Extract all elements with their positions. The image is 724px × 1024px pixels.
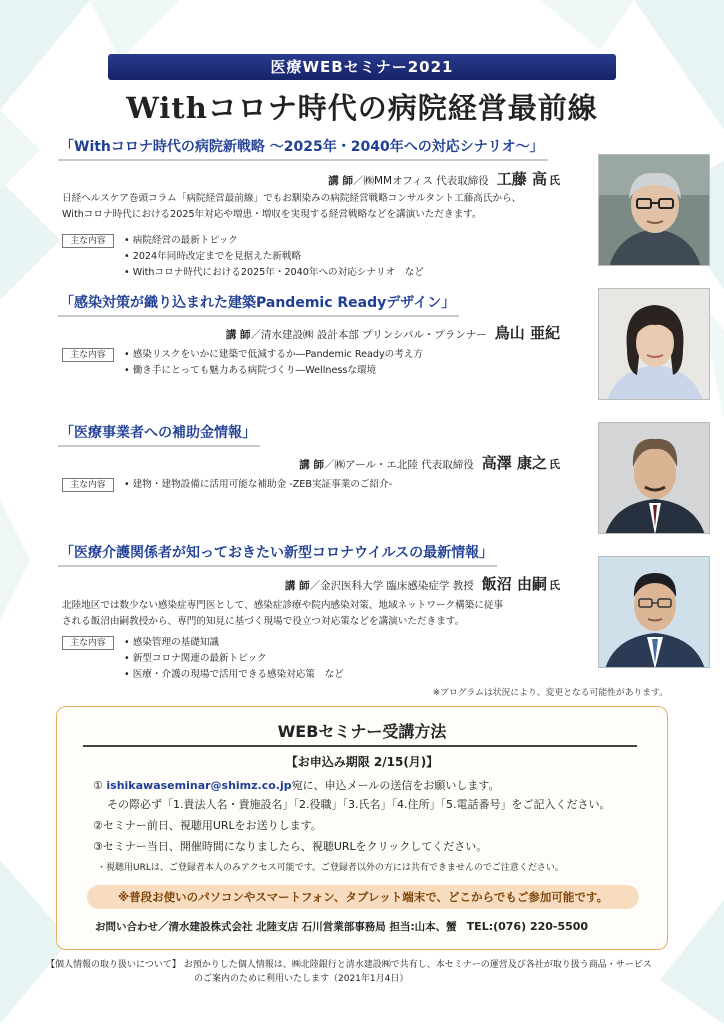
contact-text: お問い合わせ／清水建設株式会社 北陸支店 石川営業部事務局 担当:山本、蟹 bbox=[95, 921, 457, 933]
participation-highlight: ※普段お使いのパソコンやスマートフォン、タブレット端末で、どこからでもご参加可能です。 bbox=[87, 885, 639, 909]
speaker-4-photo bbox=[598, 556, 710, 668]
session-3-bullets bbox=[124, 477, 392, 493]
application-deadline: 【お申込み期限 2/15(月)】 bbox=[285, 755, 439, 769]
divider bbox=[83, 745, 637, 747]
session-1-title: 「Withコロナ時代の病院新戦略 ～2025年・2040年への対応シナリオ～」 bbox=[58, 136, 548, 159]
program-note: ※プログラムは状況により、変更となる可能性があります。 bbox=[432, 688, 668, 698]
url-note: ・視聴用URLは、ご登録者本人のみアクセス可能です。ご登録者以外の方には共有できませんのでご注意ください。 bbox=[97, 863, 564, 873]
session-1-lecturer bbox=[328, 168, 560, 189]
session-1-bullets bbox=[124, 233, 424, 281]
session-1-tag: 主な内容 bbox=[62, 234, 114, 248]
lecturer-label: 講 師 bbox=[328, 175, 353, 187]
contact-info bbox=[95, 919, 588, 934]
lecturer-honorific: 氏 bbox=[549, 174, 560, 187]
speaker-2-photo bbox=[598, 288, 710, 400]
lecturer-name: 鳥山 亜紀 bbox=[494, 324, 560, 342]
step-3: ③セミナー当日、開催時間になりましたら、視聴URLをクリックしてください。 bbox=[93, 840, 488, 853]
lecturer-name: 工藤 高 bbox=[496, 170, 547, 188]
privacy-notice bbox=[46, 958, 678, 986]
list-item: • 2024年同時改定までを見据えた新戦略 bbox=[124, 249, 424, 265]
privacy-label: 【個人情報の取り扱いについて】 bbox=[46, 960, 181, 970]
description-line: される飯沼由嗣教授から、専門的知見に基づく現場で役立つ対応策などを講演いただきます。 bbox=[62, 616, 465, 627]
session-4-title: 「医療介護関係者が知っておきたい新型コロナウイルスの最新情報」 bbox=[58, 542, 497, 565]
session-3-tag: 主な内容 bbox=[62, 478, 114, 492]
session-4-description bbox=[62, 598, 592, 630]
lecturer-org: ／清水建設㈱ 設計本部 プリンシパル・プランナー bbox=[250, 329, 487, 341]
list-item: • 建物・建物設備に活用可能な補助金 -ZEB実証事業のご紹介- bbox=[124, 477, 392, 493]
list-item: • 感染管理の基礎知識 bbox=[124, 635, 344, 651]
lecturer-name: 高澤 康之 bbox=[481, 454, 547, 472]
lecturer-label: 講 師 bbox=[225, 329, 251, 341]
lecturer-org: ／金沢医科大学 臨床感染症学 教授 bbox=[309, 580, 474, 592]
list-item: • Withコロナ時代における2025年・2040年への対応シナリオ など bbox=[124, 265, 424, 281]
step-1-text: 宛に、申込メールの送信をお願いします。 bbox=[291, 779, 500, 792]
session-4-lecturer bbox=[285, 573, 560, 594]
lecturer-org: ／㈱アール・エ北陸 代表取締役 bbox=[323, 459, 474, 471]
lecturer-name: 飯沼 由嗣 bbox=[481, 575, 547, 593]
description-line: Withコロナ時代における2025年対応や増患・増収を実現する経営戦略などを講演いただきます。 bbox=[62, 209, 482, 220]
session-2-bullets bbox=[124, 347, 423, 379]
lecturer-label: 講 師 bbox=[284, 580, 310, 592]
seminar-banner: 医療WEBセミナー2021 bbox=[108, 54, 616, 80]
session-3-title: 「医療事業者への補助金情報」 bbox=[58, 422, 260, 445]
step-1-detail: その際必ず「1.貴法人名・貴施設名」「2.役職」「3.氏名」「4.住所」「5.電話番号」をご記入ください。 bbox=[107, 798, 611, 811]
session-2-tag: 主な内容 bbox=[62, 348, 114, 362]
step-1 bbox=[93, 777, 500, 793]
speaker-3-photo bbox=[598, 422, 710, 534]
session-2-title: 「感染対策が織り込まれた建築Pandemic Readyデザイン」 bbox=[58, 292, 459, 315]
list-item: • 働き手にとっても魅力ある病院づくり―Wellnessな環境 bbox=[124, 363, 423, 379]
contact-phone: TEL:(076) 220-5500 bbox=[466, 920, 589, 933]
session-2-lecturer bbox=[226, 322, 560, 343]
privacy-line-2: のご案内のために利用いたします（2021年1月4日） bbox=[194, 974, 409, 984]
lecturer-label: 講 師 bbox=[299, 459, 324, 471]
privacy-line-1: お預かりした個人情報は、㈱北陸銀行と清水建設㈱で共有し、本セミナーの運営及び各社が取り扱う商品・サービス bbox=[183, 960, 652, 970]
session-4-bullets bbox=[124, 635, 344, 683]
web-seminar-title: WEBセミナー受講方法 bbox=[277, 722, 447, 741]
description-line: 北陸地区では数少ない感染症専門医として、感染症診療や院内感染対策、地域ネットワーク構築に従事 bbox=[62, 600, 504, 611]
web-seminar-box bbox=[56, 706, 668, 950]
session-4-tag: 主な内容 bbox=[62, 636, 114, 650]
session-3-lecturer bbox=[299, 452, 560, 473]
list-item: • 感染リスクをいかに建築で低減するか―Pandemic Readyの考え方 bbox=[124, 347, 423, 363]
description-line: 日経ヘルスケア巻頭コラム「病院経営最前線」でもお馴染みの病院経営戦略コンサルタント工藤高氏から、 bbox=[62, 193, 522, 204]
registration-email-link[interactable]: ishikawaseminar@shimz.co.jp bbox=[106, 779, 292, 792]
speaker-1-photo bbox=[598, 154, 710, 266]
step-1-number: ① bbox=[93, 779, 103, 792]
step-2: ②セミナー前日、視聴用URLをお送りします。 bbox=[93, 819, 322, 832]
lecturer-honorific: 氏 bbox=[549, 579, 560, 592]
list-item: • 新型コロナ関連の最新トピック bbox=[124, 651, 344, 667]
lecturer-org: ／㈱MMオフィス 代表取締役 bbox=[352, 175, 489, 187]
list-item: • 医療・介護の現場で活用できる感染対応策 など bbox=[124, 667, 344, 683]
session-1-description bbox=[62, 191, 582, 223]
main-title: Withコロナ時代の病院経営最前線 bbox=[126, 91, 598, 125]
list-item: • 病院経営の最新トピック bbox=[124, 233, 424, 249]
lecturer-honorific: 氏 bbox=[549, 458, 560, 471]
